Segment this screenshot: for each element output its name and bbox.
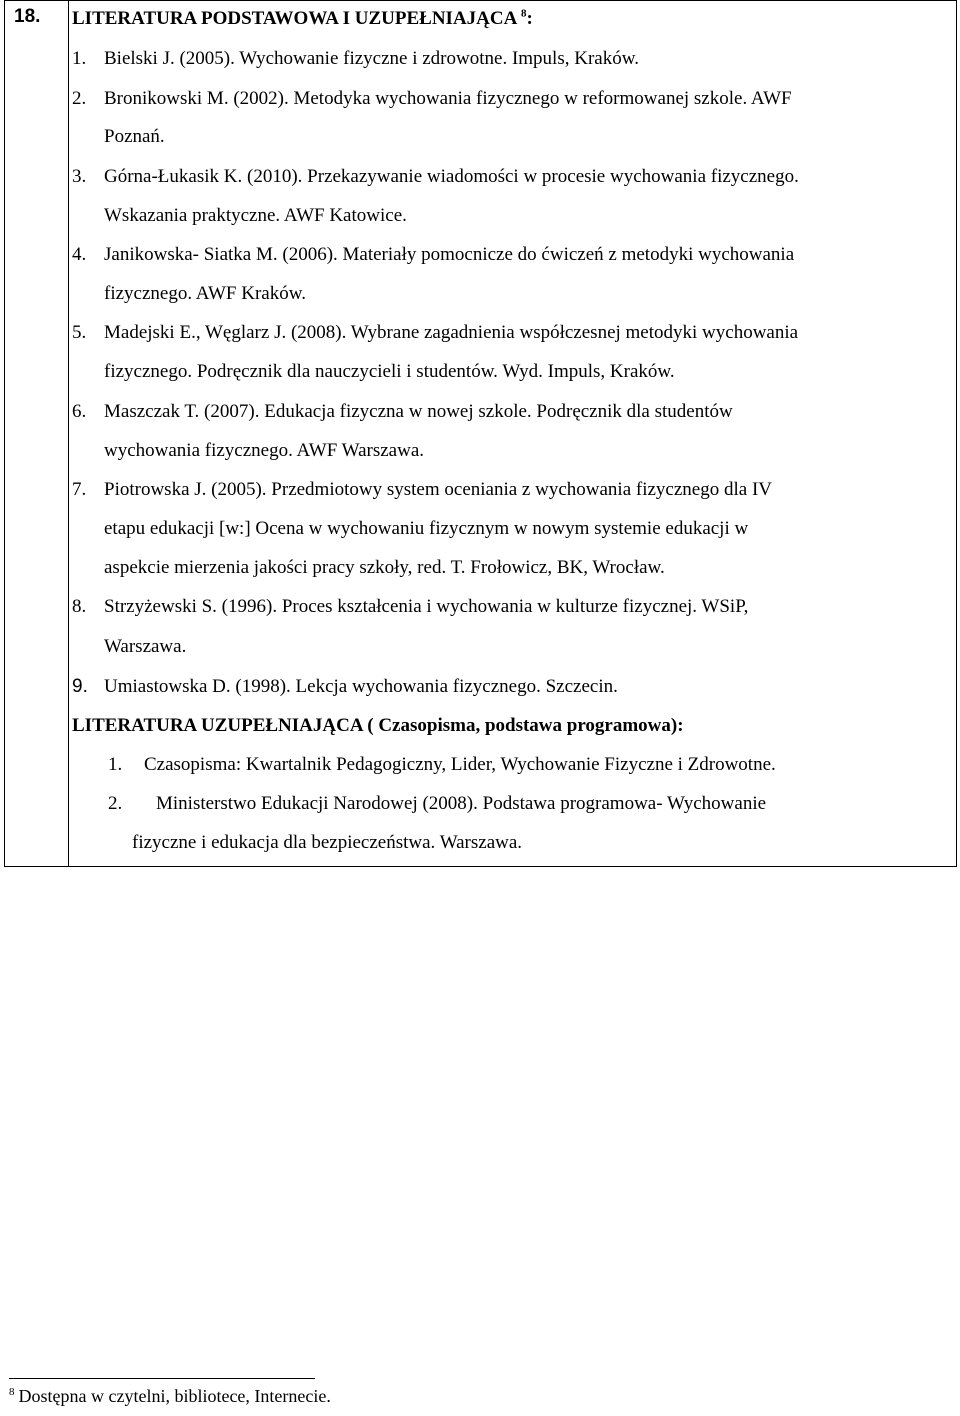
section-heading [72,8,533,30]
list-item-text: Piotrowska J. (2005). Przedmiotowy system oceniania z wychowania fizycznego dla IV [104,479,772,500]
list-item-number: 2. [108,793,123,814]
list-item-text: Ministerstwo Edukacji Narodowej (2008). Podstawa programowa- Wychowanie [156,793,767,814]
section-heading-text: LITERATURA PODSTAWOWA I UZUPEŁNIAJĄCA [72,8,517,29]
list-item-text: fizycznego. AWF Kraków. [104,283,306,304]
list-item-text: Górna-Łukasik K. (2010). Przekazywanie wiadomości w procesie wychowania fizycznego. [104,166,799,187]
list-item-text: fizyczne i edukacja dla bezpieczeństwa. Warszawa. [132,832,523,853]
list-item-text: aspekcie mierzenia jakości pracy szkoły, red. T. Frołowicz, BK, Wrocław. [104,557,665,578]
list-item-number: 2. [72,88,87,109]
list-item-number: 5. [72,322,87,343]
column-divider [68,1,69,866]
list-item-text: Janikowska- Siatka M. (2006). Materiały pomocnicze do ćwiczeń z metodyki wychowania [104,244,795,265]
list-item-number: 6. [72,401,87,422]
list-item-text: Bielski J. (2005). Wychowanie fizyczne i zdrowotne. Impuls, Kraków. [104,48,639,69]
list-item-number: 1. [108,754,123,775]
section-number: 18. [14,6,41,27]
list-item-text: Madejski E., Węglarz J. (2008). Wybrane zagadnienia współczesnej metodyki wychowania [104,322,799,343]
section-heading-suffix: : [526,8,533,29]
footnote-reference: 8 [521,7,527,20]
footnote-text: Dostępna w czytelni, bibliotece, Internecie. [18,1386,331,1406]
list-item-number: 7. [72,479,87,500]
footnote [9,1386,331,1407]
list-item-text: Warszawa. [104,636,187,657]
list-item-number: 3. [72,166,87,187]
list-item-number: 4. [72,244,87,265]
list-item-text: Wskazania praktyczne. AWF Katowice. [104,205,407,226]
list-item-text: Strzyżewski S. (1996). Proces kształcenia i wychowania w kulturze fizycznej. WSiP, [104,596,749,617]
list-item-text [104,401,944,423]
list-item-text-line: Maszczak T. (2007). Edukacja fizyczna w nowej szkole. Podręcznik dla studentów [104,401,733,422]
supplementary-heading: LITERATURA UZUPEŁNIAJĄCA ( Czasopisma, podstawa programowa): [72,715,684,736]
list-item-text: Czasopisma: Kwartalnik Pedagogiczny, Lider, Wychowanie Fizyczne i Zdrowotne. [144,754,776,775]
list-item-text: Bronikowski M. (2002). Metodyka wychowania fizycznego w reformowanej szkole. AWF [104,88,792,109]
list-item-number: 1. [72,48,87,69]
list-item-text: etapu edukacji [w:] Ocena w wychowaniu fizycznym w nowym systemie edukacji w [104,518,749,539]
list-item-number: 9. [72,676,88,697]
list-item-number: 8. [72,596,87,617]
list-item-text: wychowania fizycznego. AWF Warszawa. [104,440,425,461]
list-item-text: Umiastowska D. (1998). Lekcja wychowania fizycznego. Szczecin. [104,676,618,697]
list-item-text: Poznań. [104,126,165,147]
footnote-mark: 8 [9,1386,15,1398]
footnote-separator [9,1378,315,1379]
list-item-text: fizycznego. Podręcznik dla nauczycieli i studentów. Wyd. Impuls, Kraków. [104,361,675,382]
